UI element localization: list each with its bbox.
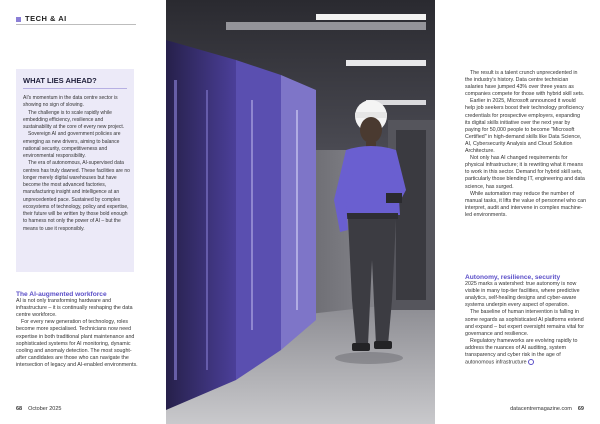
- workforce-article: [16, 291, 140, 369]
- box-paragraph: The era of autonomous, AI-supervised data centres has truly dawned. These facilities are no longer merely digital warehouses but have become the most advanced factories, manufacturing insight and intelligence at an unprecedented pace. Sustained by complex ecosystems of technology, policy and expertise, their future will be written by those bold enough to harness not only the power of AI – but the means to use it responsibly.: [23, 160, 130, 232]
- article-paragraph-text: Regulatory frameworks are evolving rapidly to address the nuances of AI auditing, system transparency and cyber risk in the age of autonomous infrastructure: [465, 337, 578, 366]
- end-mark-icon: [528, 359, 534, 365]
- article-paragraph: Earlier in 2025, Microsoft announced it would help job seekers boost their technology proficiency credentials for prospective employers, expanding its digital skills initiative over the next year by paying for 50,000 people to become "Microsoft Certified" in high-demand skills like Data Science, AI, Cybersecurity Analysis and Cloud Solution Architecture.: [465, 98, 584, 155]
- what-lies-ahead-box: [16, 69, 134, 272]
- right-folio: [510, 406, 584, 412]
- section-divider: [16, 24, 136, 25]
- left-page-number: 68: [16, 406, 23, 412]
- article-paragraph: The result is a talent crunch unprecedented in the industry's history. Data centre technician salaries have jumped 43% over three years as companies compete for those with hybrid skill sets.: [465, 70, 585, 98]
- section-tag: [16, 14, 67, 23]
- accent-square-icon: [16, 17, 21, 22]
- article-heading: Autonomy, resilience, security: [465, 274, 561, 281]
- article-paragraph: The baseline of human intervention is falling in some regards as sophisticated AI platforms extend and expand – but expert oversight remains vital for governance and resilience.: [465, 309, 584, 337]
- box-divider: [23, 88, 127, 89]
- article-paragraph: Not only has AI changed requirements for physical infrastructure; it is rewriting what it means to work in this sector. Demand for hybrid skill sets, particularly those blending IT, engineering and data science, has surged.: [465, 155, 585, 190]
- issue-date: October 2025: [28, 406, 62, 412]
- left-folio: [16, 406, 61, 412]
- talent-article: [465, 70, 586, 219]
- article-paragraph: 2025 marks a watershed: true autonomy is now visible in many top-tier facilities, where predictive analytics, self-healing designs and cyber-aware systems underpin every aspect of operation.: [465, 281, 580, 309]
- box-paragraph: AI's momentum in the data centre sector is showing no sign of slowing.: [23, 95, 118, 109]
- article-heading: The AI-augmented workforce: [16, 291, 107, 298]
- magazine-site[interactable]: datacentremagazine.com: [510, 406, 572, 412]
- article-paragraph: While automation may reduce the number of manual tasks, it lifts the value of personnel who can interpret, audit and intervene in complex machine-led environments.: [465, 190, 587, 218]
- box-paragraph: The challenge is to scale rapidly while embedding efficiency, resilience and sustainability at the core of every new project.: [23, 109, 125, 130]
- article-paragraph: For every new generation of technology, roles become more specialised. Technicians now need expertise in both traditional plant maintenance and sophisticated systems for AI monitoring, dynamic cooling and anomaly detection. The most sought-after candidates are those who can navigate the intersection of legacy and AI-enabled environments.: [16, 319, 138, 368]
- box-paragraph: Sovereign AI and government policies are emerging as new drivers, aiming to balance national security, competitiveness and environmental responsibility.: [23, 131, 121, 159]
- section-tag-label: TECH & AI: [25, 14, 67, 23]
- autonomy-article: [465, 274, 586, 367]
- article-paragraph: [465, 338, 586, 367]
- data-centre-illustration: [166, 0, 435, 424]
- right-page-number: 69: [577, 406, 584, 412]
- article-paragraph: AI is not only transforming hardware and infrastructure – it is continually reshaping the data centre workforce.: [16, 298, 133, 319]
- box-body: [23, 95, 131, 233]
- technician-photo: [166, 0, 435, 424]
- box-heading: WHAT LIES AHEAD?: [23, 76, 97, 85]
